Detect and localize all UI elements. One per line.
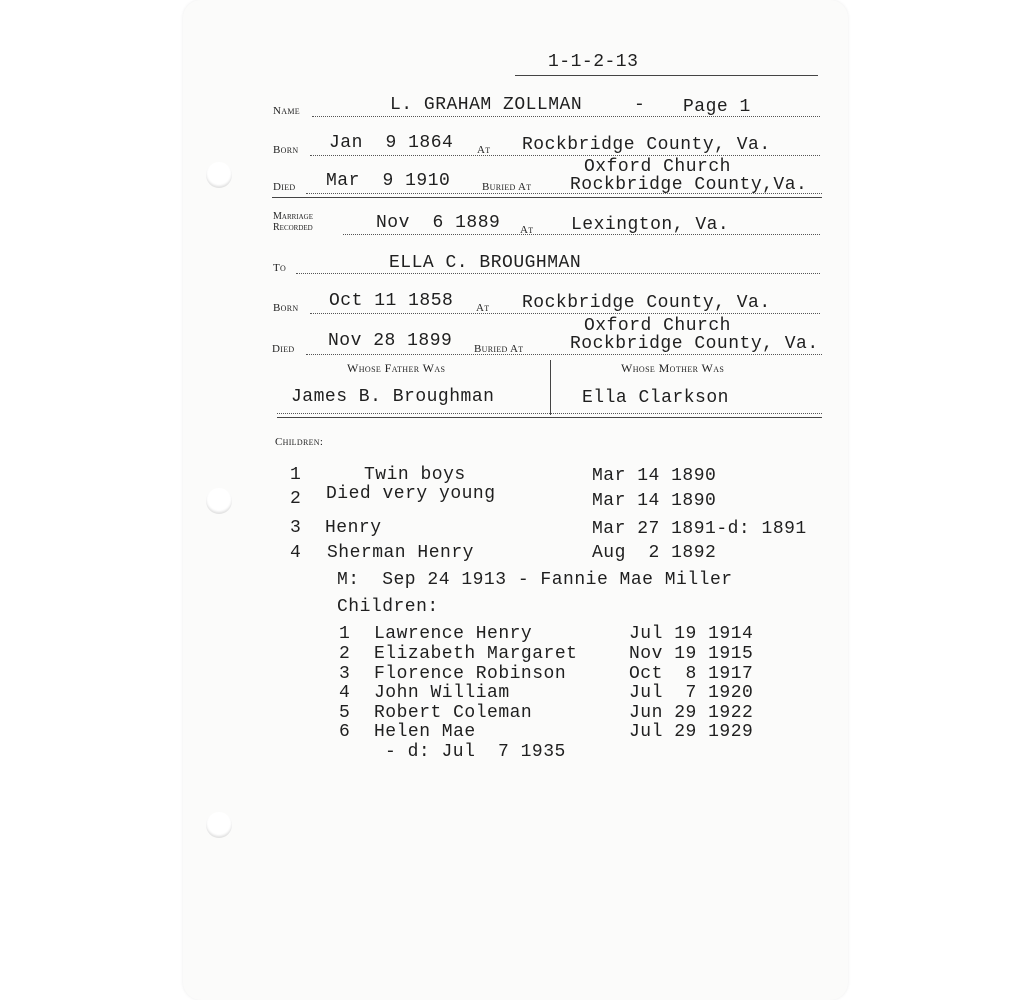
spouse-name: ELLA C. BROUGHMAN <box>389 253 582 273</box>
parents-line <box>277 413 822 414</box>
spouse-died-line <box>306 354 822 355</box>
grandchild-name: Elizabeth Margaret <box>374 644 578 664</box>
child-number: 3 <box>290 518 302 538</box>
marriage-label-line2: Recorded <box>273 222 313 233</box>
marriage-line <box>343 234 820 235</box>
punch-hole-middle <box>206 488 232 514</box>
grandchild-date: Jun 29 1922 <box>629 703 754 723</box>
marriage-at-label: At <box>520 224 534 236</box>
section-divider-2 <box>277 417 822 418</box>
reference-underline <box>515 75 818 76</box>
died-label: Died <box>273 181 296 193</box>
father-header: Whose Father Was <box>347 361 446 375</box>
buried-at-label: Buried At <box>482 181 532 193</box>
children-label: Children: <box>275 436 324 448</box>
child-number: 1 <box>290 465 302 485</box>
grandchild-number: 2 <box>339 644 351 664</box>
grandchild-date: Oct 8 1917 <box>629 664 754 684</box>
spouse-buried-line1: Oxford Church <box>584 316 731 336</box>
child-number: 4 <box>290 543 302 563</box>
person-buried-line1: Oxford Church <box>584 157 731 177</box>
born-label: Born <box>273 144 299 156</box>
person-name: L. GRAHAM ZOLLMAN <box>390 95 583 115</box>
grandchild-number: 1 <box>339 624 351 644</box>
grandchild-date: Jul 19 1914 <box>629 624 754 644</box>
died-line <box>306 193 822 194</box>
name-line <box>312 116 820 117</box>
grandchild-date: Nov 19 1915 <box>629 644 754 664</box>
child-name: Died very young <box>326 484 496 504</box>
spouse-buried-line2: Rockbridge County, Va. <box>570 334 819 354</box>
grandchild-name: Florence Robinson <box>374 664 567 684</box>
grandchild-number: 4 <box>339 683 351 703</box>
grandchild-name: Helen Mae <box>374 722 476 742</box>
punch-hole-top <box>206 162 232 188</box>
spouse-buried-at-label: Buried At <box>474 343 524 355</box>
child-name: Henry <box>325 518 382 538</box>
parents-divider <box>550 360 551 415</box>
punch-hole-bottom <box>206 812 232 838</box>
child-date: Mar 27 1891-d: 1891 <box>592 519 807 539</box>
child-date: Aug 2 1892 <box>592 543 717 563</box>
sherman-children-label: Children: <box>337 597 439 617</box>
person-born-place: Rockbridge County, Va. <box>522 135 771 155</box>
mother-header: Whose Mother Was <box>621 361 725 375</box>
spouse-born-at-label: At <box>476 302 490 314</box>
born-line <box>310 155 820 156</box>
spouse-born-label: Born <box>273 302 299 314</box>
father-name: James B. Broughman <box>291 387 495 407</box>
grandchild-name: Lawrence Henry <box>374 624 533 644</box>
sherman-marriage: M: Sep 24 1913 - Fannie Mae Miller <box>337 570 733 590</box>
marriage-label-line1: Marriage <box>273 211 314 222</box>
grandchild-number: 3 <box>339 664 351 684</box>
reference-number: 1-1-2-13 <box>548 52 639 72</box>
spouse-born-place: Rockbridge County, Va. <box>522 293 771 313</box>
grandchild-name: John William <box>374 683 510 703</box>
child-date: Mar 14 1890 <box>592 466 717 486</box>
name-label: Name <box>273 105 300 117</box>
death-note: - d: Jul 7 1935 <box>385 742 566 762</box>
name-dash: - <box>634 95 646 115</box>
spouse-born-line <box>310 313 820 314</box>
to-line <box>296 273 820 274</box>
marriage-recorded-label <box>273 211 313 233</box>
spouse-died-date: Nov 28 1899 <box>328 331 453 351</box>
grandchild-date: Jul 29 1929 <box>629 722 754 742</box>
child-name: Sherman Henry <box>327 543 474 563</box>
page-number: Page 1 <box>683 97 751 117</box>
person-buried-line2: Rockbridge County,Va. <box>570 175 808 195</box>
marriage-date: Nov 6 1889 <box>376 213 501 233</box>
child-date: Mar 14 1890 <box>592 491 717 511</box>
spouse-died-label: Died <box>272 343 295 355</box>
child-name: Twin boys <box>364 465 466 485</box>
person-died-date: Mar 9 1910 <box>326 171 451 191</box>
grandchild-number: 6 <box>339 722 351 742</box>
to-label: To <box>273 262 287 274</box>
section-divider-1 <box>272 197 822 198</box>
person-born-date: Jan 9 1864 <box>329 133 454 153</box>
born-at-label: At <box>477 144 491 156</box>
child-number: 2 <box>290 489 302 509</box>
mother-name: Ella Clarkson <box>582 388 729 408</box>
grandchild-name: Robert Coleman <box>374 703 533 723</box>
grandchild-number: 5 <box>339 703 351 723</box>
marriage-place: Lexington, Va. <box>571 215 730 235</box>
grandchild-date: Jul 7 1920 <box>629 683 754 703</box>
spouse-born-date: Oct 11 1858 <box>329 291 454 311</box>
